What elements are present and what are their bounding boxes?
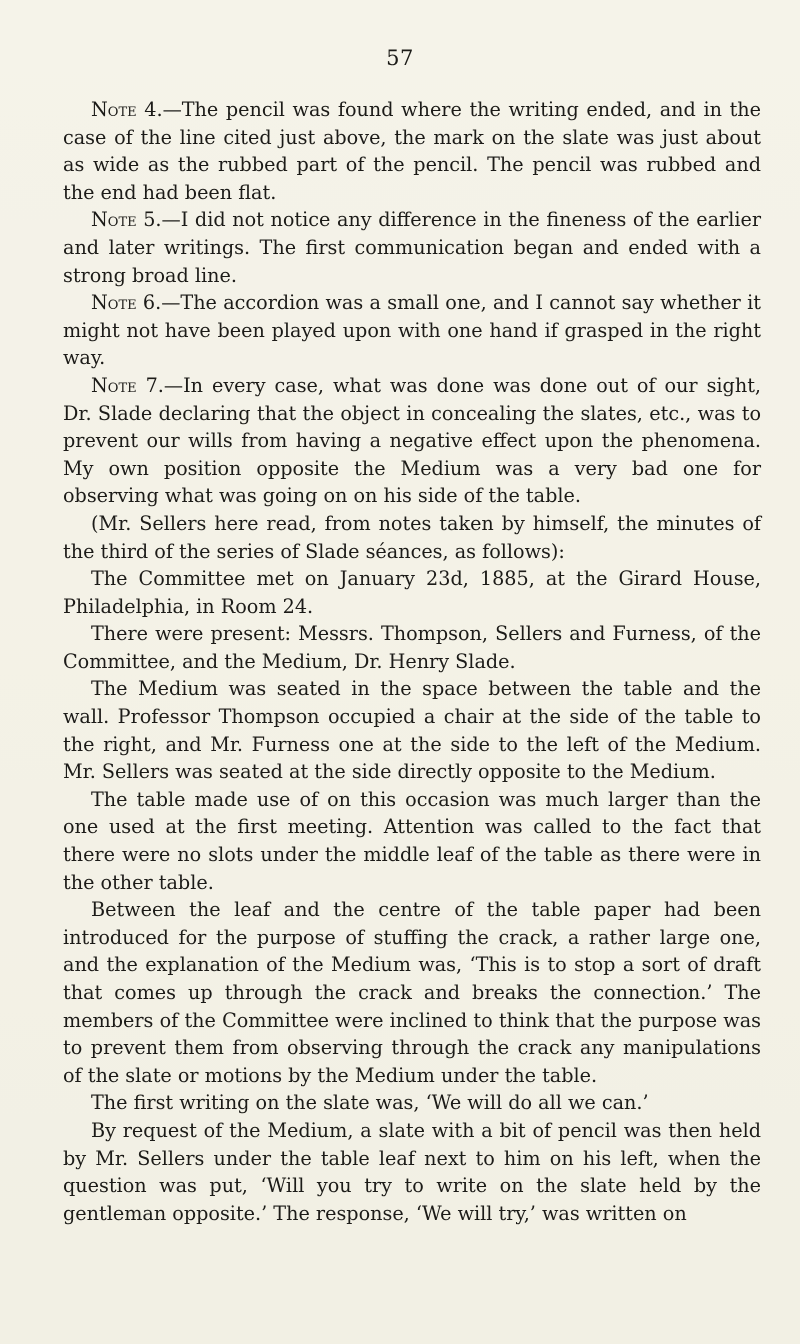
paragraph-text: (Mr. Sellers here read, from notes taken by himself, the minutes of the third of the series of Slade séances, as follows): (63, 511, 761, 563)
page-number: 57 (386, 46, 414, 70)
paragraph (63, 1117, 761, 1227)
paragraph-note-4 (63, 96, 761, 206)
paragraph (63, 1089, 761, 1117)
paragraph-note-7 (63, 372, 761, 510)
paragraph (63, 675, 761, 785)
note-label: Note 5. (91, 208, 162, 232)
body-text (63, 96, 761, 1227)
paragraph (63, 620, 761, 675)
paragraph-text: The Committee met on January 23d, 1885, at the Girard House, Philadelphia, in Room 24. (63, 567, 761, 618)
paragraph-text: The table made use of on this occasion was much larger than the one used at the first meeting. Attention was called to the fact that there were no slots under the middle leaf of the table as there were in the other table. (63, 787, 761, 894)
paragraph-text: There were present: Messrs. Thompson, Sellers and Furness, of the Committee, and the Medium, Dr. Henry Slade. (63, 622, 761, 673)
paragraph-text: The Medium was seated in the space between the table and the wall. Professor Thompson occupied a chair at the side of the table to the right, and Mr. Furness one at the side to the left of the Medium. Mr. Sellers was seated at the side directly opposite to the Medium. (63, 677, 761, 784)
paragraph (63, 565, 761, 620)
note-label: Note 7. (91, 373, 164, 397)
paragraph-note-6 (63, 289, 761, 372)
paragraph (63, 510, 761, 565)
paragraph-text: The first writing on the slate was, ‘We will do all we can.’ (91, 1091, 649, 1115)
paragraph-text: —In every case, what was done was done out of our sight, Dr. Slade declaring that the object in concealing the slates, etc., was to prevent our wills from having a negative effect upon the phenomena. My own position opposite the Medium was a very bad one for observing what was going on on his side of the table. (63, 373, 761, 508)
paragraph (63, 896, 761, 1089)
paragraph (63, 786, 761, 896)
paragraph-text: —The accordion was a small one, and I cannot say whether it might not have been played upon with one hand if grasped in the right way. (63, 291, 761, 370)
note-label: Note 6. (91, 291, 162, 315)
paragraph-text: Between the leaf and the centre of the table paper had been introduced for the purpose of stuffing the crack, a rather large one, and the explanation of the Medium was, ‘This is to stop a sort of draft that comes up through the crack and breaks the connection.’ The members of the Committee were inclined to think that the purpose was to prevent them from observing through the crack any manipulations of the slate or motions by the Medium under the table. (63, 898, 761, 1087)
paragraph-text: —I did not notice any difference in the fineness of the earlier and later writings. The first communication began and ended with a strong broad line. (63, 208, 762, 287)
paragraph-text: —The pencil was found where the writing ended, and in the case of the line cited just above, the mark on the slate was just about as wide as the rubbed part of the pencil. The pencil was rubbed and the end had been flat. (63, 98, 762, 204)
paragraph-text: By request of the Medium, a slate with a bit of pencil was then held by Mr. Sellers under the table leaf next to him on his left, when the question was put, ‘Will you try to write on the slate held by the gentleman opposite.’ The response, ‘We will try,’ was written on (63, 1118, 761, 1225)
note-label: Note 4. (91, 98, 163, 121)
paragraph-note-5 (63, 206, 761, 289)
